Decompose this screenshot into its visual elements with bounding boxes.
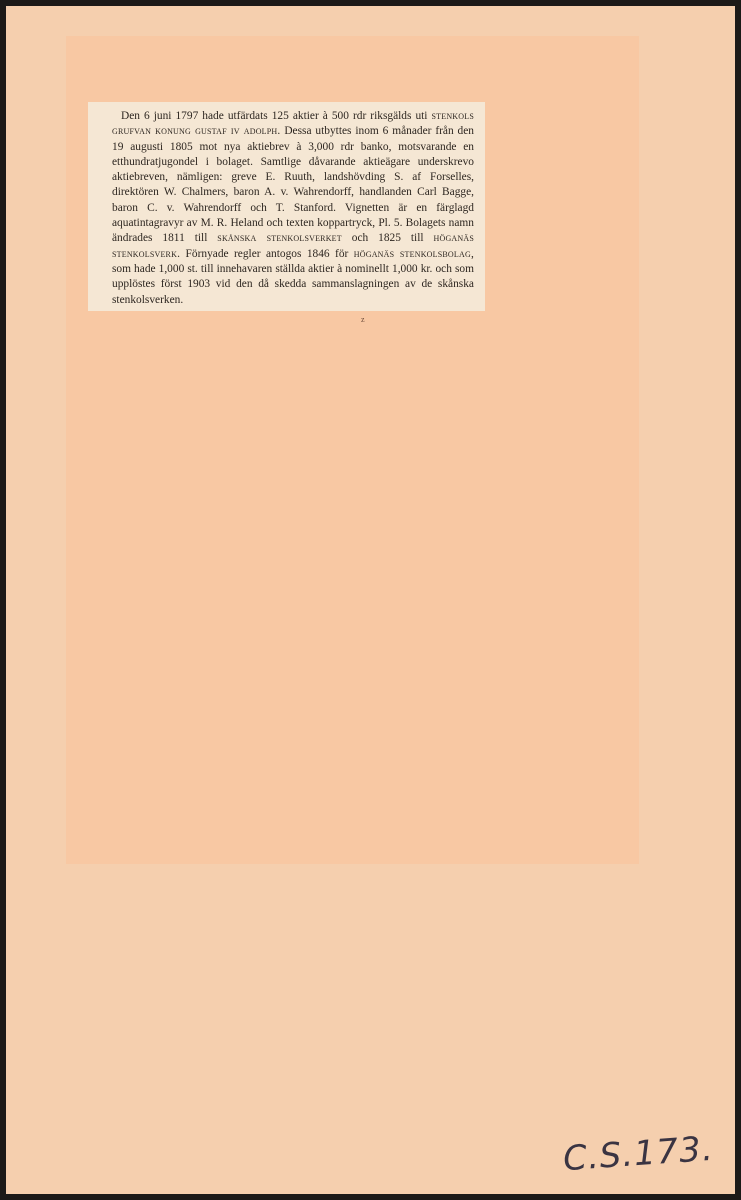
pencil-mark: z bbox=[361, 315, 365, 324]
text-segment: Den 6 juni 1797 hade utfärdats 125 aktier à 500 rdr riksgälds uti bbox=[121, 110, 432, 122]
description-label bbox=[88, 102, 485, 311]
company-name-1: stenkols grufvan konung gustaf iv adolph. bbox=[112, 110, 474, 138]
company-name-2: skånska stenkolsverket bbox=[217, 232, 342, 245]
text-segment: Dessa utbyttes inom 6 månader från den 19 augusti 1805 mot nya aktiebrev à 3,000 rdr banko, motsvarande en etthundratjugondel i bolaget. Samtlige dåvarande aktieägare underskrevo aktiebreven, nämligen: greve E. Ruuth, landshövding S. af Forselles, direktören W. Chalmers, baron A. v. Wahrendorff, handlanden Carl Bagge, baron C. v. Wahrendorff och T. Stanford. Vignetten är en färglagd aquatintagravyr av M. R. Heland och texten koppartryck, Pl. 5. Bolagets namn ändrades 1811 till bbox=[112, 125, 475, 245]
text-segment: Förnyade regler antogos 1846 för bbox=[180, 247, 354, 260]
catalog-signature: C.S.173. bbox=[561, 1128, 715, 1180]
text-segment: som hade 1,000 st. till innehavaren ställda aktier à nominellt 1,000 kr. och som upplöstes först 1903 vid den då skedda sammanslagningen av de skånska stenkolsverken. bbox=[112, 262, 474, 306]
description-text bbox=[112, 109, 474, 308]
company-name-3: höganäs stenkolsverk. bbox=[112, 232, 474, 260]
paper-sheet bbox=[6, 6, 735, 1194]
text-segment: och 1825 till bbox=[341, 232, 434, 245]
company-name-4: höganäs stenkolsbolag, bbox=[353, 247, 474, 260]
